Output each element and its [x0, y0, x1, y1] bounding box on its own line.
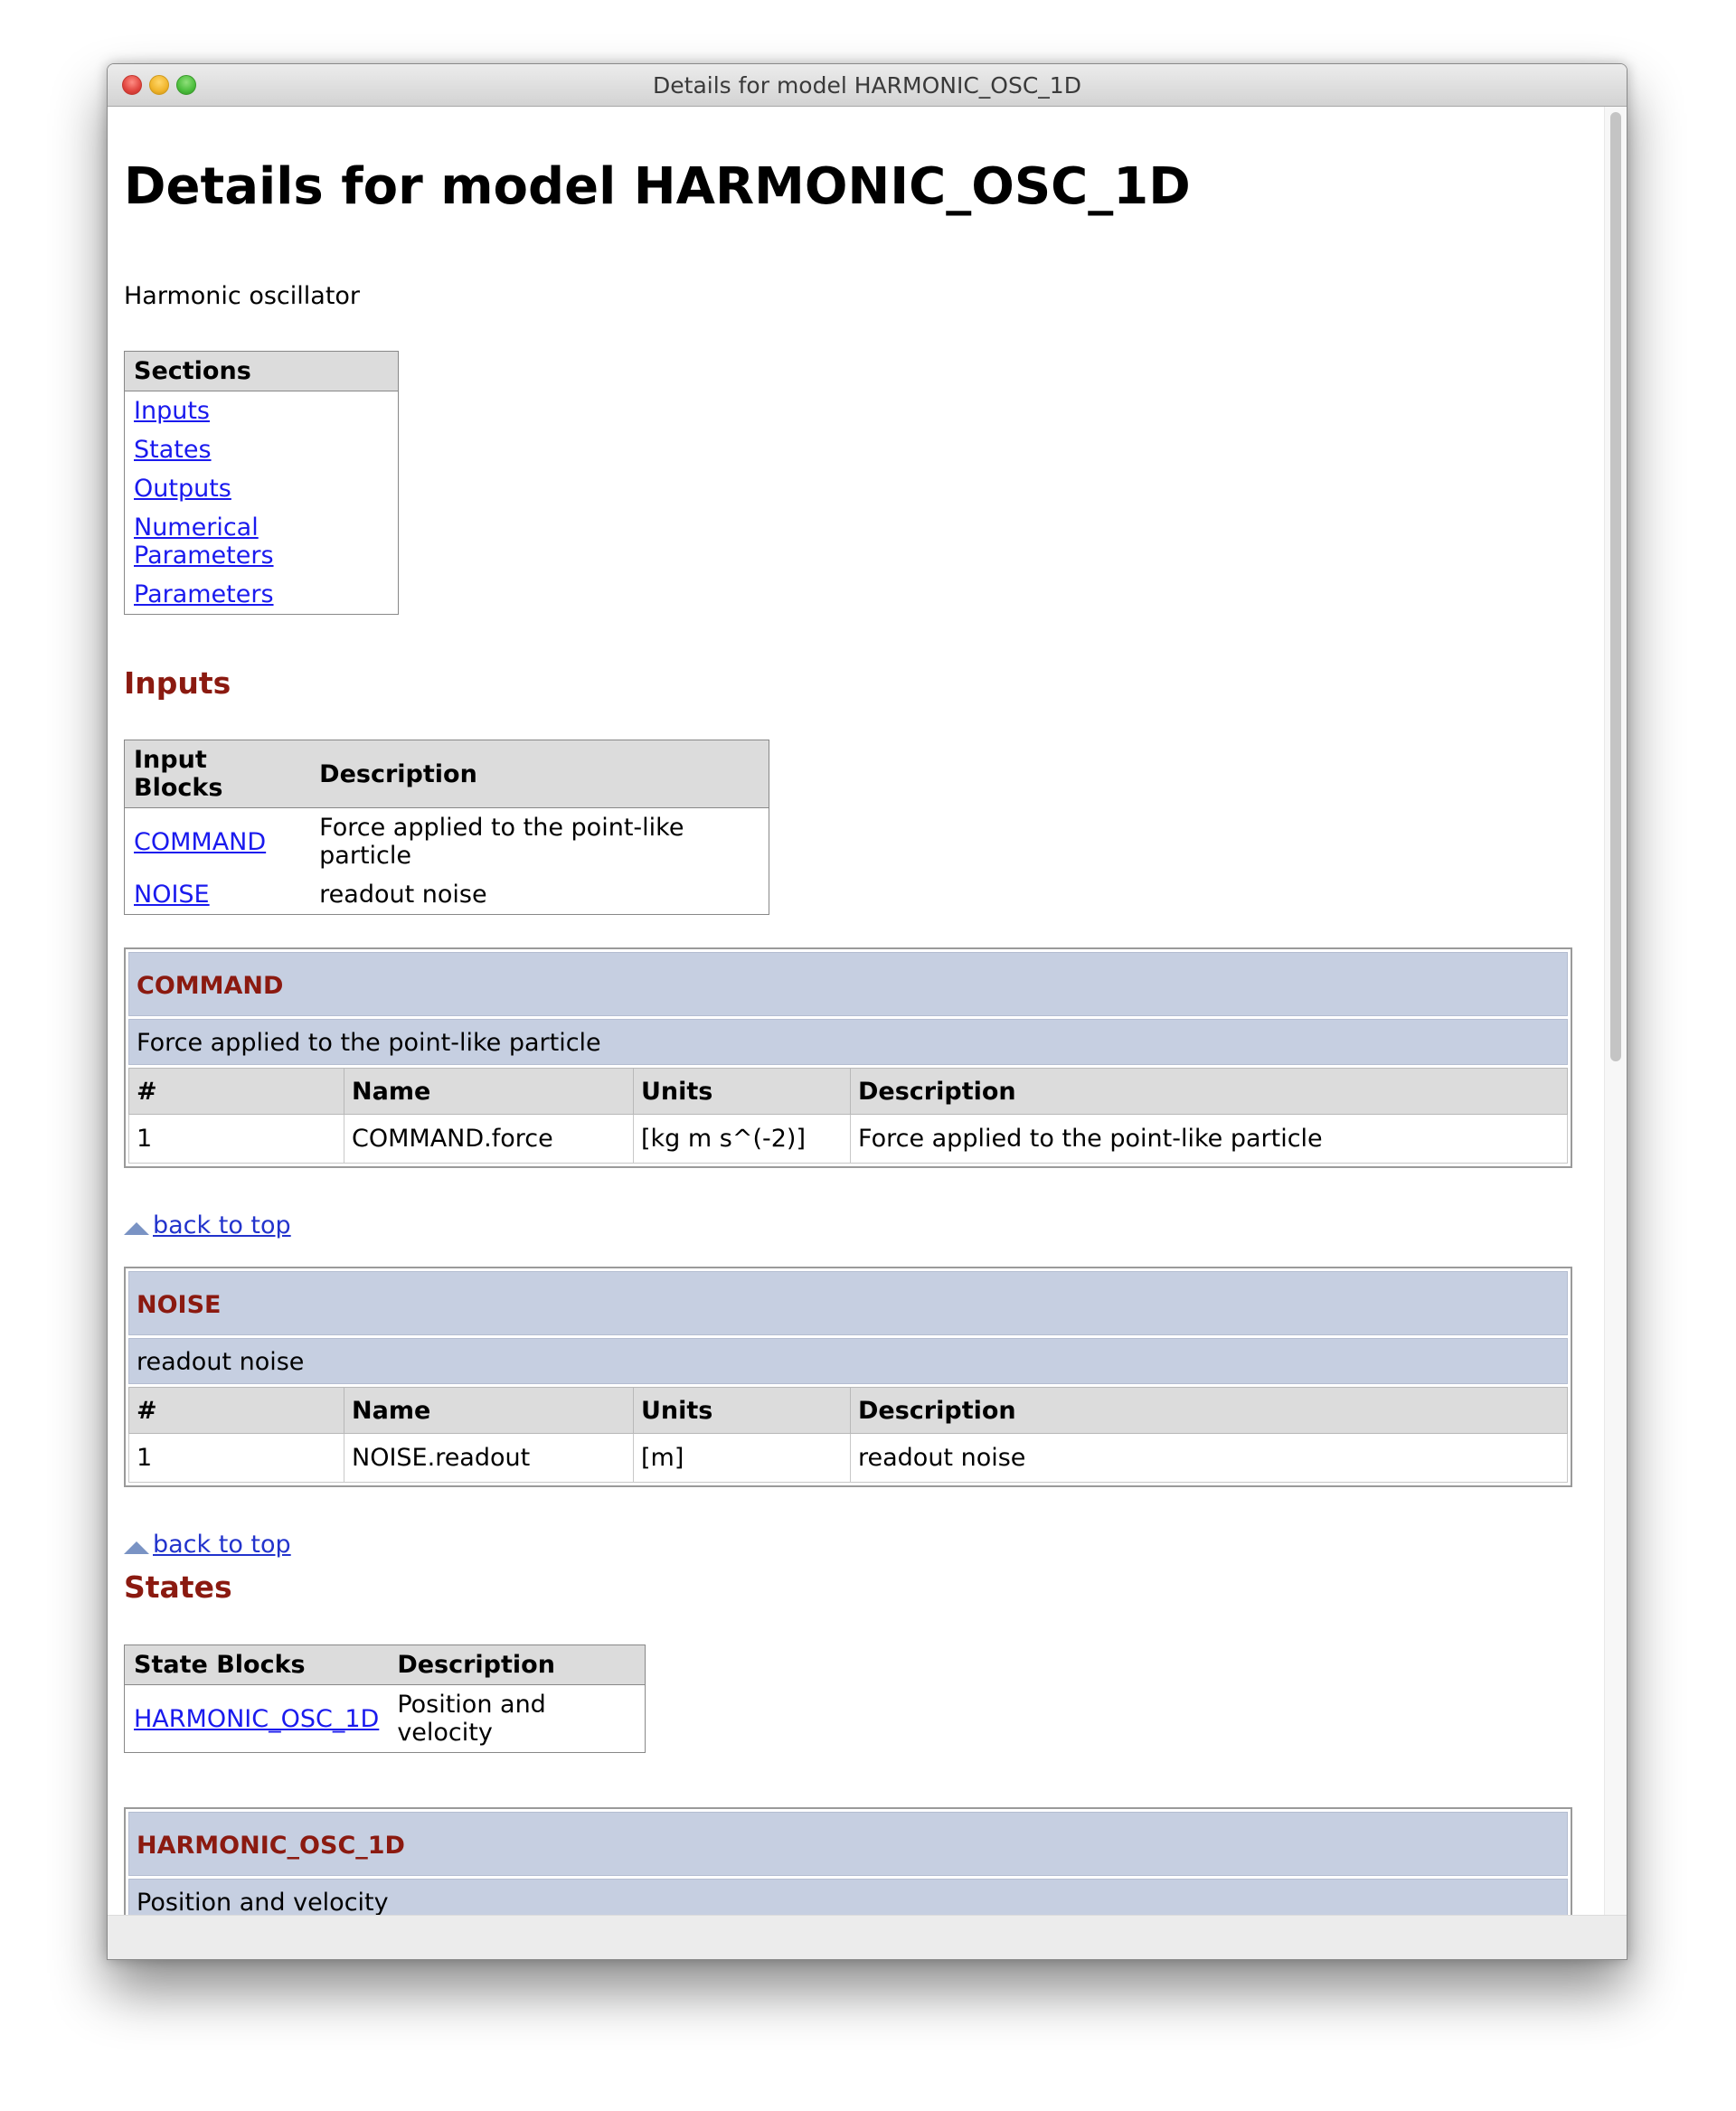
table-cell: NOISE.readout: [344, 1434, 634, 1483]
command-block: [124, 947, 1572, 1168]
column-header: Description: [388, 1645, 645, 1685]
up-arrow-icon: [124, 1222, 149, 1235]
table-cell: Force applied to the point-like particle: [319, 814, 684, 870]
column-header: State Blocks: [125, 1645, 389, 1685]
block-description: Position and velocity: [128, 1879, 1568, 1915]
back-to-top-link[interactable]: back to top: [153, 1531, 291, 1559]
app-window: [107, 63, 1628, 1960]
column-header: #: [129, 1388, 344, 1434]
column-header: #: [129, 1069, 344, 1115]
sections-table: [124, 351, 399, 615]
table-row: [125, 875, 769, 915]
block-title: HARMONIC_OSC_1D: [128, 1812, 1568, 1876]
section-link-outputs[interactable]: Outputs: [134, 475, 231, 503]
table-row: [125, 1685, 646, 1753]
table-cell: readout noise: [851, 1434, 1568, 1483]
vertical-scrollbar[interactable]: [1604, 107, 1627, 1915]
state-blocks-table: [124, 1645, 646, 1753]
column-header: Units: [634, 1388, 851, 1434]
table-row: [129, 1434, 1568, 1483]
command-signals-table: [128, 1068, 1568, 1164]
block-description: Force applied to the point-like particle: [128, 1019, 1568, 1065]
section-link-states[interactable]: States: [134, 436, 212, 464]
up-arrow-icon: [124, 1541, 149, 1554]
column-header: Description: [851, 1388, 1568, 1434]
column-header: Input Blocks: [125, 740, 311, 808]
harmonic-osc-1d-block: [124, 1807, 1572, 1915]
column-header: Description: [851, 1069, 1568, 1115]
title-bar: [108, 64, 1627, 107]
column-header: Units: [634, 1069, 851, 1115]
states-heading: States: [124, 1569, 232, 1605]
document-view: [108, 107, 1605, 1915]
back-to-top[interactable]: [124, 1531, 291, 1559]
table-cell: 1: [129, 1115, 344, 1164]
input-block-link-command[interactable]: COMMAND: [134, 827, 267, 856]
sections-header: Sections: [125, 352, 399, 391]
column-header: Name: [344, 1069, 634, 1115]
inputs-heading: Inputs: [124, 665, 231, 701]
noise-block: [124, 1267, 1572, 1487]
section-link-parameters[interactable]: Parameters: [134, 580, 274, 608]
bottom-bar: [108, 1915, 1627, 1959]
table-row: [125, 808, 769, 876]
state-block-link-harmonic-osc-1d[interactable]: HARMONIC_OSC_1D: [134, 1704, 380, 1733]
section-link-inputs[interactable]: Inputs: [134, 397, 210, 425]
back-to-top[interactable]: [124, 1211, 291, 1239]
back-to-top-link[interactable]: back to top: [153, 1211, 291, 1239]
scrollbar-thumb[interactable]: [1610, 112, 1621, 1061]
page-title: Details for model HARMONIC_OSC_1D: [124, 157, 1191, 216]
window-title: Details for model HARMONIC_OSC_1D: [653, 72, 1081, 99]
section-link-numerical-parameters[interactable]: Numerical Parameters: [134, 514, 274, 570]
block-description: readout noise: [128, 1338, 1568, 1384]
table-row: [129, 1115, 1568, 1164]
table-cell: Position and velocity: [397, 1691, 546, 1747]
column-header: Name: [344, 1388, 634, 1434]
column-header: Description: [310, 740, 769, 808]
table-cell: [kg m s^(-2)]: [634, 1115, 851, 1164]
table-cell: 1: [129, 1434, 344, 1483]
input-block-link-noise[interactable]: NOISE: [134, 881, 210, 909]
table-cell: readout noise: [319, 881, 487, 909]
table-cell: COMMAND.force: [344, 1115, 634, 1164]
input-blocks-table: [124, 740, 769, 915]
noise-signals-table: [128, 1387, 1568, 1483]
block-title: NOISE: [128, 1271, 1568, 1335]
table-cell: Force applied to the point-like particle: [851, 1115, 1568, 1164]
model-description: Harmonic oscillator: [124, 282, 361, 310]
block-title: COMMAND: [128, 952, 1568, 1016]
table-cell: [m]: [634, 1434, 851, 1483]
